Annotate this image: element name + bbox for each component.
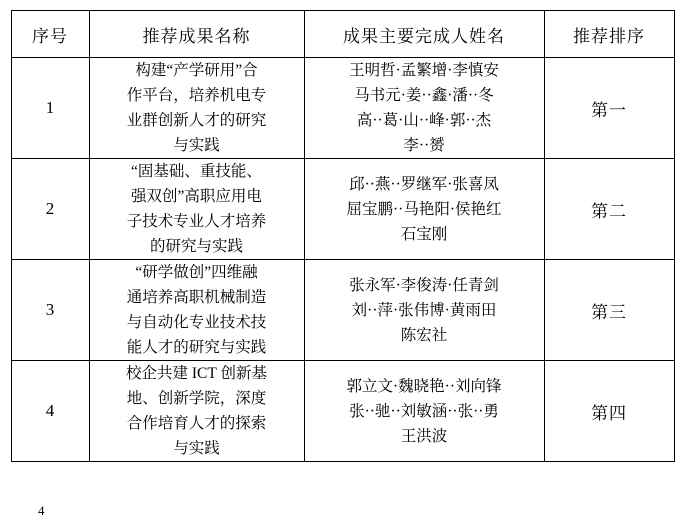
text-line: 张··驰··刘敏涵··张··勇 xyxy=(349,402,499,420)
text-line: 校企共建 ICT 创新基 xyxy=(126,365,267,382)
header-cell-people: 成果主要完成人姓名 xyxy=(304,11,544,58)
text-line: 业群创新人才的研究 xyxy=(126,112,267,129)
page-footer-mark: 4 xyxy=(38,503,45,518)
row-people xyxy=(304,58,544,159)
recommendation-table xyxy=(11,10,675,462)
row-rank: 第三 xyxy=(544,260,674,361)
row-achievement-name xyxy=(89,260,304,361)
table-body xyxy=(11,58,674,462)
text-line: 马书元·姜··鑫·潘··冬 xyxy=(354,87,494,104)
row-number: 3 xyxy=(11,260,89,361)
row-number: 1 xyxy=(11,58,89,159)
row-people xyxy=(304,361,544,462)
text-line: 陈宏社 xyxy=(400,326,448,344)
row-rank: 第一 xyxy=(544,58,674,159)
header-cell-rank: 推荐排序 xyxy=(544,11,674,58)
row-number: 4 xyxy=(11,361,89,462)
text-line: 作平台，培养机电专 xyxy=(126,87,267,104)
row-people xyxy=(304,159,544,260)
text-line: 郭立文·魏晓艳··刘向锋 xyxy=(346,377,502,395)
text-line: 王洪波 xyxy=(400,427,448,445)
row-achievement-name xyxy=(89,159,304,260)
text-line: 子技术专业人才培养 xyxy=(126,213,267,230)
text-line: 王明哲·孟繁增·李慎安 xyxy=(349,62,499,79)
text-line: 屈宝鹏··马艳阳·侯艳红 xyxy=(346,200,502,218)
row-achievement-name xyxy=(89,361,304,462)
text-line: 高··葛·山··峰·郭··杰 xyxy=(356,112,492,129)
text-line: 通培养高职机械制造 xyxy=(126,289,267,306)
text-line: “固基础、重技能、 xyxy=(131,163,262,180)
header-cell-no: 序号 xyxy=(11,11,89,58)
table-row xyxy=(11,260,674,361)
text-line: 与实践 xyxy=(173,137,220,154)
text-line: 合作培育人才的探索 xyxy=(126,415,267,432)
text-line: 与实践 xyxy=(173,440,220,457)
table-row xyxy=(11,58,674,159)
text-line: 与自动化专业技术技 xyxy=(126,314,267,331)
table-row xyxy=(11,361,674,462)
text-line: 邱··燕··罗继军·张喜凤 xyxy=(349,175,499,193)
text-line: 李··赟 xyxy=(403,137,445,154)
text-line: 张永军·李俊涛·任青剑 xyxy=(349,276,499,294)
row-people xyxy=(304,260,544,361)
text-line: “研学做创”四维融 xyxy=(135,264,258,281)
text-line: 能人才的研究与实践 xyxy=(126,339,267,356)
text-line: 刘··萍·张伟博·黄雨田 xyxy=(351,301,497,319)
header-cell-name: 推荐成果名称 xyxy=(89,11,304,58)
text-line: 的研究与实践 xyxy=(149,238,243,255)
text-line: 强双创”高职应用电 xyxy=(131,188,262,205)
text-line: 构建“产学研用”合 xyxy=(135,62,258,79)
row-achievement-name xyxy=(89,58,304,159)
table-header-row xyxy=(11,11,674,58)
table-header xyxy=(11,11,674,58)
row-rank: 第二 xyxy=(544,159,674,260)
text-line: 石宝刚 xyxy=(400,225,448,243)
table-row xyxy=(11,159,674,260)
text-line: 地、创新学院，深度 xyxy=(126,390,267,407)
row-rank: 第四 xyxy=(544,361,674,462)
row-number: 2 xyxy=(11,159,89,260)
